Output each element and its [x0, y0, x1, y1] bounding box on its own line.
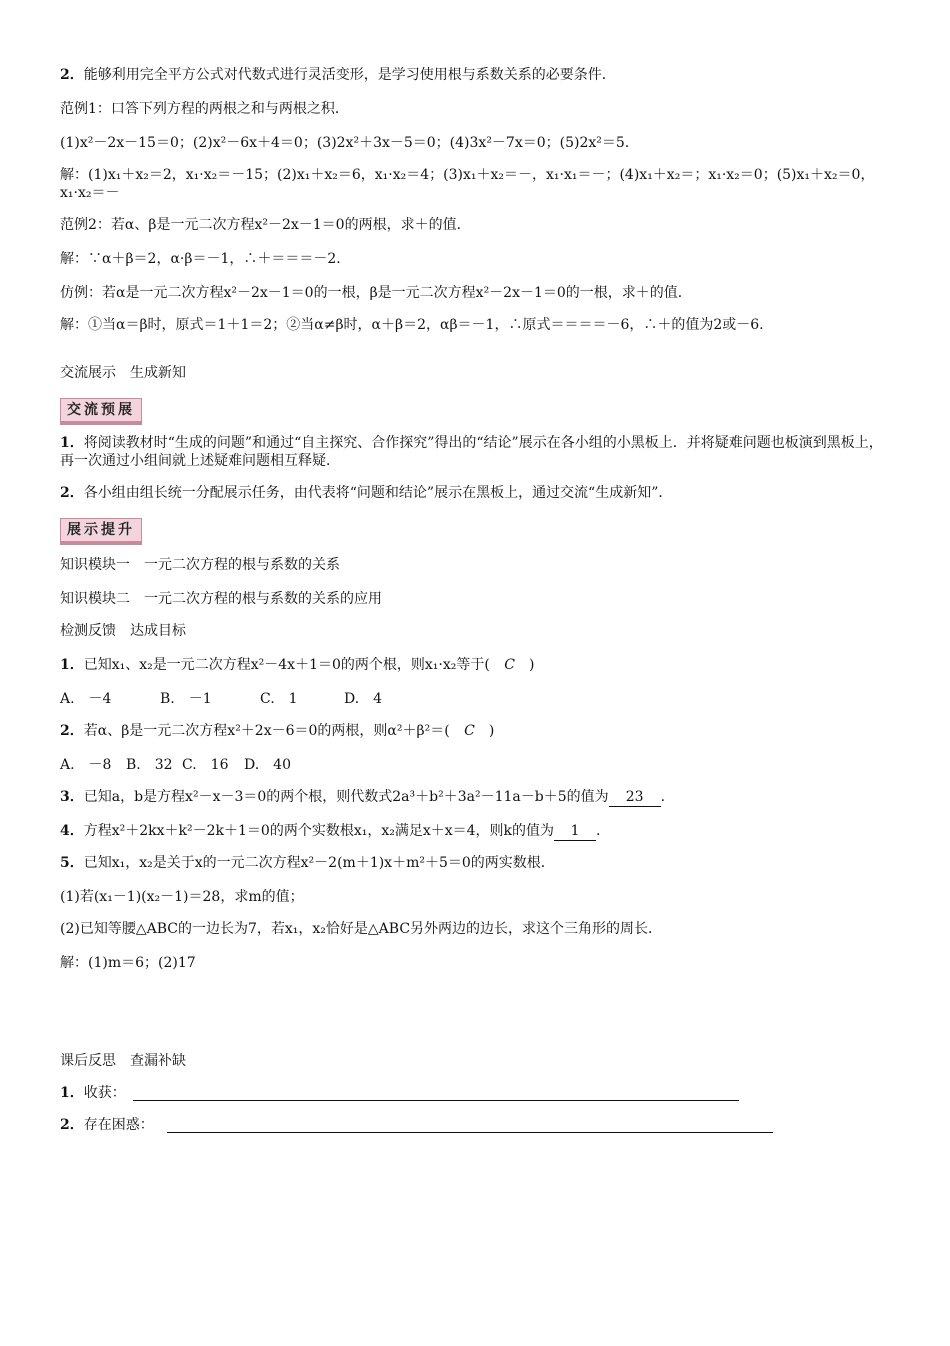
intro-point-2: 2．能够利用完全平方公式对代数式进行灵活变形，是学习使用根与系数关系的必要条件．: [60, 67, 616, 83]
reflection-gains: 1．收获：: [60, 1085, 126, 1101]
question-5-part-1: (1)若(x₁－1)(x₂－1)＝28，求m的值；: [60, 889, 304, 905]
tag-exchange-preview: 交流预展: [60, 398, 142, 422]
question-1: 1．已知x₁、x₂是一元二次方程x²－4x＋1＝0的两个根，则x₁·x₂等于( C ): [60, 657, 535, 673]
example-2-solution: 解：∵α＋β＝2，α·β＝－1，∴＋＝＝＝－2.: [60, 251, 341, 267]
option-a: A. －8: [60, 757, 112, 773]
option-b: B. 32: [126, 757, 173, 773]
section-feedback-title: 检测反馈 达成目标: [60, 623, 186, 639]
question-1-answer: C: [504, 657, 515, 673]
question-5: 5．已知x₁，x₂是关于x的一元二次方程x²－2(m＋1)x＋m²＋5＝0的两实数根．: [60, 855, 555, 871]
question-1-options: [60, 690, 890, 708]
option-c: C. 1: [260, 691, 298, 707]
question-3: 3．已知a，b是方程x²－x－3＝0的两个根，则代数式2a³＋b²＋3a²－11a－b＋5的值为 23 .: [60, 789, 666, 805]
reflection-confusion: 2．存在困惑：: [60, 1117, 154, 1133]
option-a: A. －4: [60, 691, 112, 707]
exchange-point-2: 2．各小组由组长统一分配展示任务，由代表将“问题和结论”展示在黑板上，通过交流“生成新知”．: [60, 485, 673, 501]
example-1-heading: 范例1：口答下列方程的两根之和与两根之积．: [60, 101, 349, 117]
option-d: D. 40: [244, 757, 291, 773]
example-1-solution: 解：(1)x₁＋x₂＝2，x₁·x₂＝－15；(2)x₁＋x₂＝6，x₁·x₂＝4；(3)x₁＋x₂＝－，x₁·x₁＝－；(4)x₁＋x₂＝；x₁·x₂＝0；(5)x₁＋x₂＝0，x₁·x₂＝－: [60, 167, 875, 201]
question-2: 2．若α、β是一元二次方程x²＋2x－6＝0的两根，则α²＋β²＝( C ): [60, 723, 495, 739]
section-exchange-title: 交流展示 生成新知: [60, 365, 186, 381]
knowledge-module-1: 知识模块一 一元二次方程的根与系数的关系: [60, 557, 340, 573]
section-reflection-title: 课后反思 查漏补缺: [60, 1053, 186, 1069]
knowledge-module-2: 知识模块二 一元二次方程的根与系数的关系的应用: [60, 591, 382, 607]
option-d: D. 4: [344, 691, 383, 707]
option-c: C. 16: [182, 757, 229, 773]
imitation-solution: 解：①当α＝β时，原式＝1＋1＝2；②当α≠β时，α＋β＝2，αβ＝－1，∴原式＝＝＝＝－6，∴＋的值为2或－6.: [60, 317, 764, 333]
question-5-part-2: (2)已知等腰△ABC的一边长为7，若x₁，x₂恰好是△ABC另外两边的边长，求这个三角形的周长．: [60, 921, 663, 937]
exchange-point-1: 1．将阅读教材时“生成的问题”和通过“自主探究、合作探究”得出的“结论”展示在各小组的小黑板上．并将疑难问题也板演到黑板上，再一次通过小组间就上述疑难问题相互释疑．: [60, 435, 883, 469]
tag-display-improve: 展示提升: [60, 518, 142, 542]
question-4: 4．方程x²＋2kx＋k²－2k＋1＝0的两个实数根x₁，x₂满足x＋x＝4，则k的值为 1 .: [60, 823, 601, 839]
option-b: B. －1: [160, 691, 212, 707]
confusion-write-line[interactable]: [167, 1132, 773, 1133]
gains-write-line[interactable]: [133, 1100, 739, 1101]
example-1-equations: (1)x²－2x－15＝0；(2)x²－6x＋4＝0；(3)2x²＋3x－5＝0；(4)3x²－7x＝0；(5)2x²＝5.: [60, 135, 630, 151]
question-2-options: [60, 756, 890, 774]
question-2-answer: C: [464, 723, 475, 739]
imitation-example: 仿例：若α是一元二次方程x²－2x－1＝0的一根，β是一元二次方程x²－2x－1＝0的一根，求＋的值．: [60, 285, 692, 301]
example-2-heading: 范例2：若α、β是一元二次方程x²－2x－1＝0的两根，求＋的值．: [60, 217, 471, 233]
question-5-solution: 解：(1)m＝6；(2)17: [60, 955, 196, 971]
question-3-answer: 23: [609, 788, 661, 807]
question-4-answer: 1: [554, 822, 596, 841]
